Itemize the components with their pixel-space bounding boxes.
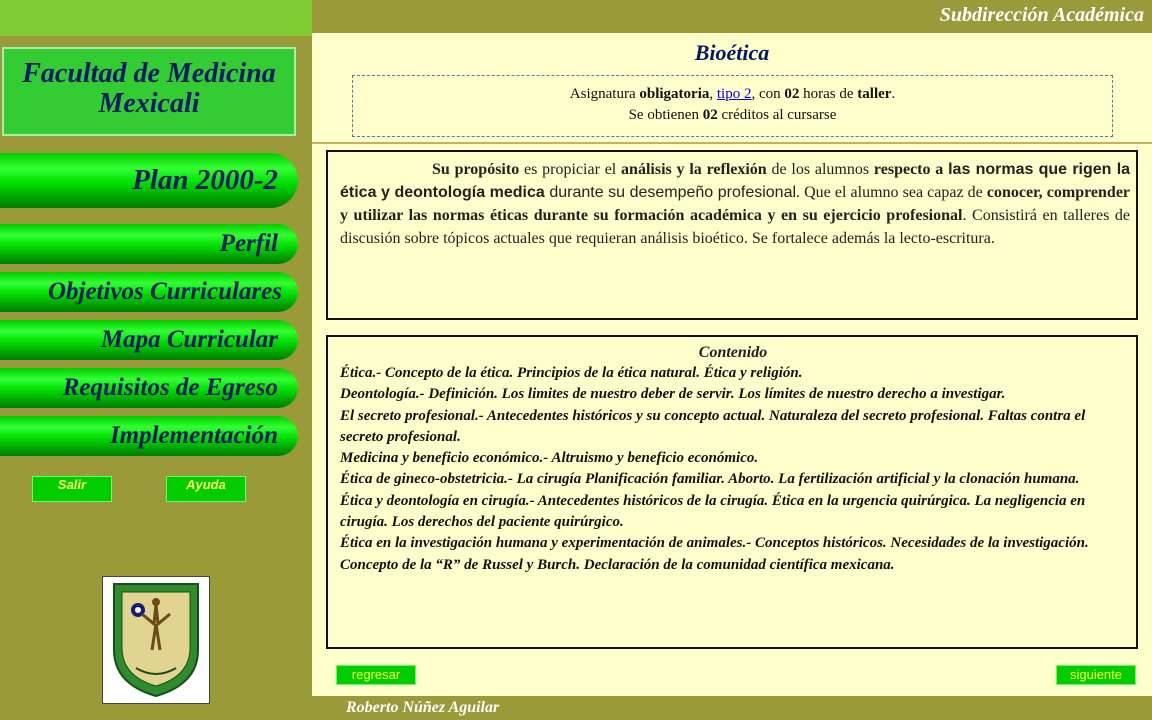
regresar-button[interactable]: regresar xyxy=(336,665,416,685)
info-text: , con xyxy=(751,86,785,102)
ayuda-button[interactable]: Ayuda xyxy=(166,476,246,502)
purpose-text: es propiciar el xyxy=(519,161,622,178)
siguiente-button[interactable]: siguiente xyxy=(1056,665,1136,685)
contenido-item: Ética de gineco-obstetricia.- La cirugía Planificación familiar. Aborto. La fertilización artificial y la clonación humana. xyxy=(340,471,1080,488)
info-text: Se obtienen xyxy=(628,107,703,123)
salir-button[interactable]: Salir xyxy=(32,476,112,502)
nav-requisitos-de-egreso[interactable]: Requisitos de Egreso xyxy=(0,368,298,408)
purpose-text: de los alumnos xyxy=(766,161,874,178)
info-text: Asignatura xyxy=(569,86,640,102)
university-seal-icon xyxy=(108,580,204,700)
info-text: créditos al cursarse xyxy=(717,107,837,123)
nav-plan-2000-2[interactable]: Plan 2000-2 xyxy=(0,153,298,208)
contenido-title: Contenido xyxy=(698,344,768,361)
purpose-text: respecto a xyxy=(873,161,944,178)
purpose-text: Su propósito xyxy=(432,161,520,178)
contenido-list xyxy=(340,363,1126,576)
contenido-item: Ética.- Concepto de la ética. Principios de la ética natural. Ética y religión. xyxy=(340,365,803,381)
author-name: Roberto Núñez Aguilar xyxy=(346,699,500,716)
contenido-item: Ética en la investigación humana y experimentación de animales.- Conceptos históricos. Necesidades de la investigación. Concepto de la “R” de Russel y Burch. Declaración de la comunidad científica mexicana. xyxy=(340,535,1089,573)
nav-perfil[interactable]: Perfil xyxy=(0,224,298,264)
purpose-text: las normas que rigen la ética y deontología medica xyxy=(340,161,1131,201)
info-hours: 02 xyxy=(784,86,800,102)
purpose-text: . Que el alumno sea capaz de xyxy=(796,184,987,201)
faculty-title-line1: Facultad de Medicina xyxy=(22,58,276,89)
contenido-item: Deontología.- Definición. Los limites de nuestro deber de servir. Los límites de nuestro derecho a investigar. xyxy=(340,386,1006,403)
contenido-box xyxy=(326,335,1138,649)
info-text: . xyxy=(891,86,896,102)
contenido-item: Ética y deontología en cirugía.- Antecedentes históricos de la cirugía. Ética en la urgencia quirúrgica. La negligencia en cirugía. Los derechos del paciente quirúrgico. xyxy=(340,492,1086,531)
course-info-box xyxy=(352,75,1113,137)
info-text: , xyxy=(709,86,717,102)
info-obligatoria: obligatoria xyxy=(639,86,710,102)
info-taller: taller xyxy=(857,86,892,102)
info-text: horas de xyxy=(799,86,858,102)
info-credits: 02 xyxy=(702,107,718,123)
tipo-2-link[interactable]: tipo 2 xyxy=(716,86,752,102)
nav-objetivos-curriculares[interactable]: Objetivos Curriculares xyxy=(0,272,298,312)
purpose-text: durante su desempeño profesional xyxy=(544,184,797,201)
sidebar-top-bar xyxy=(0,0,312,36)
nav-mapa-curricular[interactable]: Mapa Curricular xyxy=(0,320,298,360)
course-info-line1 xyxy=(353,84,1112,105)
page-title: Bioética xyxy=(694,40,770,65)
purpose-text: conocer, comprender y utilizar las normas éticas durante su formación académica y en su ejercicio profesional xyxy=(340,184,1131,224)
purpose-text: análisis y la reflexión xyxy=(621,161,767,178)
course-info-line2 xyxy=(353,105,1112,126)
faculty-title xyxy=(2,47,296,136)
contenido-item: El secreto profesional.- Antecedentes históricos y su concepto actual. Naturaleza del secreto profesional. Faltas contra el secreto profesional. xyxy=(340,407,1086,445)
contenido-item: Medicina y beneficio económico.- Altruismo y beneficio económico. xyxy=(340,450,759,467)
nav-implementacion[interactable]: Implementación xyxy=(0,416,298,456)
subdireccion-label: Subdirección Académica xyxy=(939,4,1144,26)
divider xyxy=(312,142,1152,144)
purpose-box xyxy=(326,150,1138,320)
purpose-text: . Consistirá en talleres de discusión sobre tópicos actuales que requieran análisis bioético. Se fortalece además la lecto-escritura. xyxy=(340,207,1131,247)
faculty-title-line2: Mexicali xyxy=(98,88,200,119)
